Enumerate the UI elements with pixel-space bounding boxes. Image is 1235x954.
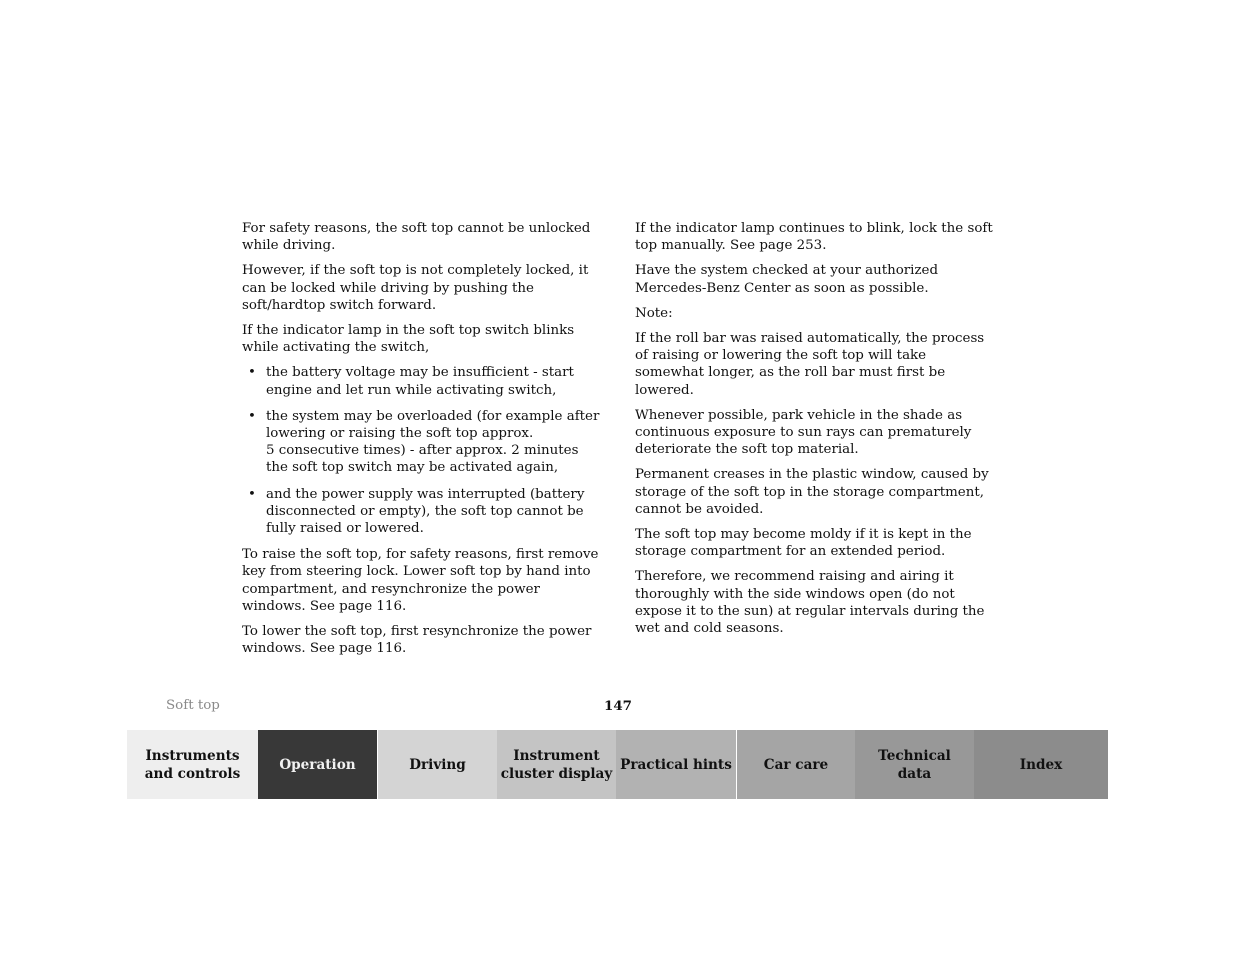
paragraph: If the indicator lamp continues to blink, lock the soft top manually. See page 253.	[635, 221, 993, 254]
tab-car-care[interactable]: Car care	[736, 730, 855, 799]
paragraph: Permanent creases in the plastic window, caused by storage of the soft top in the storage compartment, cannot be avoided.	[635, 467, 989, 517]
right-column	[635, 220, 995, 645]
page-number: 147	[604, 698, 632, 714]
paragraph: If the roll bar was raised automatically, the process of raising or lowering the soft top will take somewhat longer, as the roll bar must first be lowered.	[635, 331, 985, 398]
bullet-list	[242, 364, 602, 537]
paragraph: Have the system checked at your authorized Mercedes-Benz Center as soon as possible.	[635, 263, 939, 296]
tab-instruments-and-controls[interactable]: Instruments and controls	[127, 730, 258, 799]
paragraph: To raise the soft top, for safety reasons, first remove key from steering lock. Lower soft top by hand into compartment, and resynchronize the power windows. See page 116.	[242, 547, 599, 614]
paragraph: Therefore, we recommend raising and airing it thoroughly with the side windows open (do not expose it to the sun) at regular intervals during the wet and cold seasons.	[635, 569, 985, 637]
list-item-text: the system may be overloaded (for example after lowering or raising the soft top approx. 5 consecutive times) - after approx. 2 minutes the soft top switch may be activated again,	[266, 408, 600, 476]
tab-technical-data[interactable]: Technical data	[855, 730, 974, 799]
paragraph: However, if the soft top is not completely locked, it can be locked while driving by pushing the soft/hardtop switch forward.	[242, 263, 589, 313]
list-item-text: the battery voltage may be insufficient - start engine and let run while activating switch,	[266, 365, 574, 398]
paragraph: Whenever possible, park vehicle in the shade as continuous exposure to sun rays can prematurely deteriorate the soft top material.	[635, 407, 972, 458]
paragraph: The soft top may become moldy if it is kept in the storage compartment for an extended period.	[635, 527, 972, 560]
tab-instrument-cluster-display[interactable]: Instrument cluster display	[497, 730, 616, 799]
paragraph: If the indicator lamp in the soft top switch blinks while activating the switch,	[242, 323, 575, 356]
tab-index[interactable]: Index	[974, 730, 1108, 799]
paragraph: To lower the soft top, first resynchronize the power windows. See page 116.	[242, 624, 592, 657]
chapter-nav-bar	[127, 730, 1108, 799]
list-item	[242, 486, 602, 538]
note-label: Note:	[635, 305, 673, 321]
tab-operation[interactable]: Operation	[258, 730, 377, 799]
tab-driving[interactable]: Driving	[377, 730, 497, 799]
list-item-text: and the power supply was interrupted (battery disconnected or empty), the soft top cannot be fully raised or lowered.	[266, 486, 585, 537]
left-column	[242, 220, 602, 665]
list-item	[242, 408, 602, 477]
paragraph: For safety reasons, the soft top cannot be unlocked while driving.	[242, 221, 591, 254]
section-title: Soft top	[166, 698, 220, 713]
list-item	[242, 364, 602, 398]
tab-practical-hints[interactable]: Practical hints	[616, 730, 736, 799]
